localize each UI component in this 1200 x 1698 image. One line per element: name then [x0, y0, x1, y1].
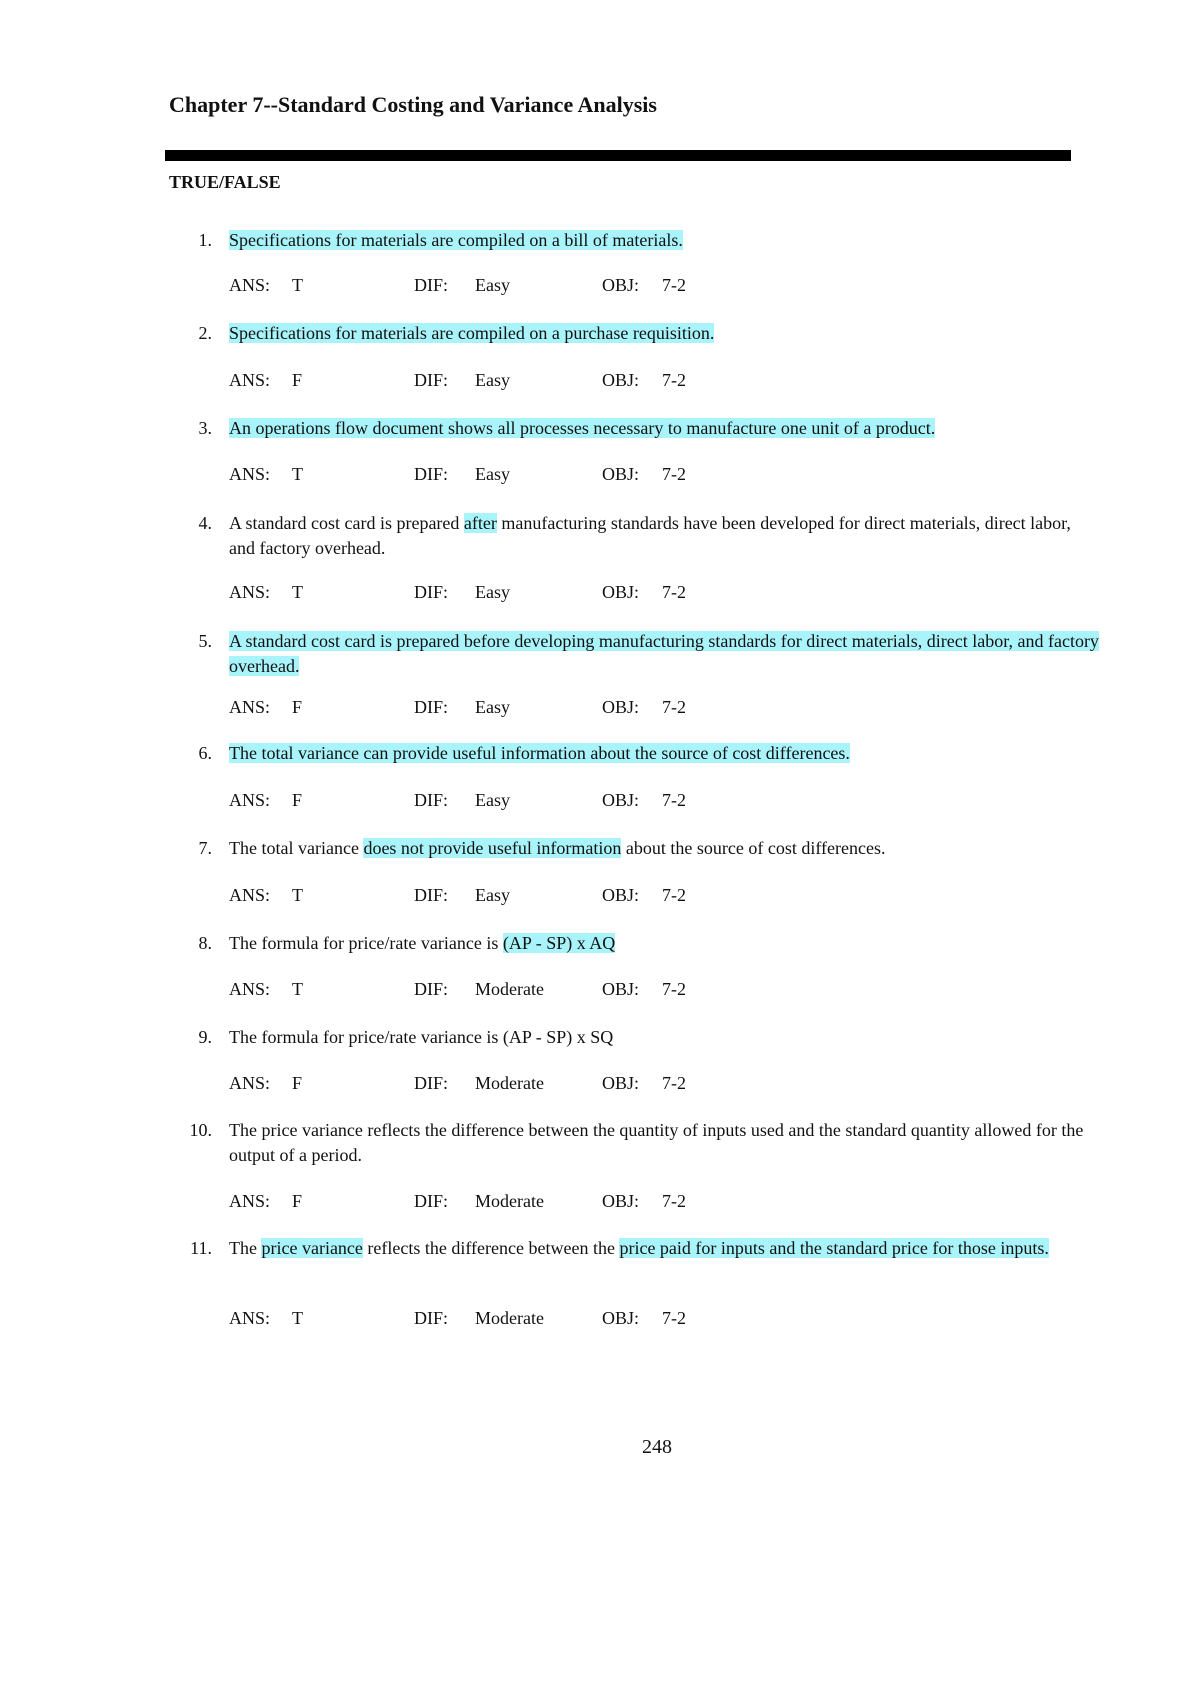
difficulty-label: DIF: [414, 464, 449, 484]
question-text-segment: A standard cost card is prepared [229, 513, 464, 533]
answer-value: T [292, 464, 303, 484]
objective-value: 7-2 [662, 697, 686, 717]
difficulty-label: DIF: [414, 370, 449, 390]
answer-value: T [292, 582, 303, 602]
objective-value: 7-2 [662, 1308, 686, 1328]
objective-label: OBJ: [602, 885, 640, 905]
difficulty-value: Easy [475, 697, 510, 717]
question-text-segment: about the source of cost differences. [621, 838, 886, 858]
answer-label: ANS: [229, 582, 271, 602]
difficulty-value: Moderate [475, 1191, 544, 1211]
difficulty-value: Easy [475, 464, 510, 484]
answer-value: T [292, 979, 303, 999]
objective-label: OBJ: [602, 697, 640, 717]
question-number: 5. [198, 631, 212, 651]
highlighted-text: after [463, 513, 497, 533]
page-number: 248 [642, 1436, 672, 1458]
difficulty-value: Moderate [475, 979, 544, 999]
objective-label: OBJ: [602, 1191, 640, 1211]
answer-label: ANS: [229, 1191, 271, 1211]
answer-line [0, 883, 1200, 908]
title-divider [165, 150, 1071, 161]
answer-line [0, 1189, 1200, 1214]
answer-value: F [292, 370, 303, 390]
question-text-segment: reflects the difference between the [362, 1238, 620, 1258]
answer-value: F [292, 1191, 303, 1211]
difficulty-label: DIF: [414, 697, 449, 717]
answer-value: F [292, 790, 303, 810]
question-number: 3. [198, 418, 212, 438]
answer-label: ANS: [229, 979, 271, 999]
answer-value: F [292, 697, 303, 717]
question-number: 8. [198, 933, 212, 953]
highlighted-text: price variance [261, 1238, 363, 1258]
question-text [229, 629, 1099, 679]
question-text [229, 1118, 1099, 1168]
answer-line [0, 1306, 1200, 1331]
objective-value: 7-2 [662, 979, 686, 999]
question-text [229, 741, 1099, 766]
objective-value: 7-2 [662, 885, 686, 905]
difficulty-label: DIF: [414, 790, 449, 810]
answer-label: ANS: [229, 1308, 271, 1328]
difficulty-label: DIF: [414, 885, 449, 905]
objective-value: 7-2 [662, 464, 686, 484]
objective-label: OBJ: [602, 370, 640, 390]
objective-label: OBJ: [602, 790, 640, 810]
answer-label: ANS: [229, 697, 271, 717]
objective-label: OBJ: [602, 1308, 640, 1328]
answer-line [0, 788, 1200, 813]
highlighted-text: price paid for inputs and the standard price for those inputs. [619, 1238, 1049, 1258]
highlighted-text: An operations flow document shows all processes necessary to manufacture one unit of a product. [229, 418, 936, 438]
question-number: 11. [190, 1238, 212, 1258]
answer-label: ANS: [229, 885, 271, 905]
answer-line [0, 580, 1200, 605]
question-number: 6. [198, 743, 212, 763]
answer-line [0, 368, 1200, 393]
difficulty-label: DIF: [414, 582, 449, 602]
question-text-segment: manufacturing standards have been developed for direct materials, direct labor, and factory overhead. [229, 513, 1071, 558]
answer-label: ANS: [229, 1073, 271, 1093]
answer-label: ANS: [229, 464, 271, 484]
question-text [229, 931, 1099, 956]
highlighted-text: A standard cost card is prepared before developing manufacturing standards for direct materials, direct labor, and factory overhead. [229, 631, 1099, 676]
section-heading: TRUE/FALSE [169, 172, 281, 192]
answer-label: ANS: [229, 275, 271, 295]
question-text-segment: The [229, 1238, 262, 1258]
question-number: 7. [198, 838, 212, 858]
objective-label: OBJ: [602, 1073, 640, 1093]
question-text-segment: The formula for price/rate variance is [229, 933, 503, 953]
highlighted-text: Specifications for materials are compiled on a bill of materials. [229, 230, 683, 250]
answer-value: T [292, 1308, 303, 1328]
answer-label: ANS: [229, 370, 271, 390]
difficulty-value: Easy [475, 582, 510, 602]
question-text [229, 1025, 1099, 1050]
question-text [229, 228, 1099, 253]
question-number: 4. [198, 513, 212, 533]
answer-line [0, 695, 1200, 720]
difficulty-label: DIF: [414, 979, 449, 999]
question-text-segment: The formula for price/rate variance is (AP - SP) x SQ [229, 1027, 614, 1047]
answer-line [0, 462, 1200, 487]
objective-value: 7-2 [662, 790, 686, 810]
difficulty-value: Moderate [475, 1308, 544, 1328]
question-text [229, 321, 1099, 346]
answer-line [0, 977, 1200, 1002]
question-text [229, 836, 1099, 861]
highlighted-text: (AP - SP) x AQ [502, 933, 616, 953]
question-text [229, 416, 1099, 441]
difficulty-label: DIF: [414, 1073, 449, 1093]
question-text-segment: The total variance [229, 838, 364, 858]
question-text [229, 511, 1099, 561]
answer-value: F [292, 1073, 303, 1093]
difficulty-label: DIF: [414, 1191, 449, 1211]
objective-value: 7-2 [662, 1073, 686, 1093]
answer-value: T [292, 275, 303, 295]
answer-line [0, 1071, 1200, 1096]
objective-value: 7-2 [662, 275, 686, 295]
question-number: 2. [198, 323, 212, 343]
objective-value: 7-2 [662, 1191, 686, 1211]
question-number: 9. [198, 1027, 212, 1047]
chapter-title: Chapter 7--Standard Costing and Variance Analysis [169, 92, 657, 117]
difficulty-value: Easy [475, 885, 510, 905]
question-text-segment: The price variance reflects the difference between the quantity of inputs used and the standard quantity allowed for the output of a period. [229, 1120, 1084, 1165]
objective-label: OBJ: [602, 464, 640, 484]
difficulty-value: Moderate [475, 1073, 544, 1093]
objective-value: 7-2 [662, 370, 686, 390]
question-text [229, 1236, 1099, 1261]
highlighted-text: Specifications for materials are compiled on a purchase requisition. [229, 323, 715, 343]
difficulty-value: Easy [475, 370, 510, 390]
objective-label: OBJ: [602, 275, 640, 295]
objective-label: OBJ: [602, 582, 640, 602]
question-number: 1. [198, 230, 212, 250]
difficulty-label: DIF: [414, 1308, 449, 1328]
objective-label: OBJ: [602, 979, 640, 999]
difficulty-value: Easy [475, 275, 510, 295]
objective-value: 7-2 [662, 582, 686, 602]
difficulty-label: DIF: [414, 275, 449, 295]
answer-label: ANS: [229, 790, 271, 810]
highlighted-text: The total variance can provide useful information about the source of cost differences. [229, 743, 850, 763]
answer-line [0, 273, 1200, 298]
question-number: 10. [189, 1120, 212, 1140]
difficulty-value: Easy [475, 790, 510, 810]
highlighted-text: does not provide useful information [363, 838, 622, 858]
answer-value: T [292, 885, 303, 905]
